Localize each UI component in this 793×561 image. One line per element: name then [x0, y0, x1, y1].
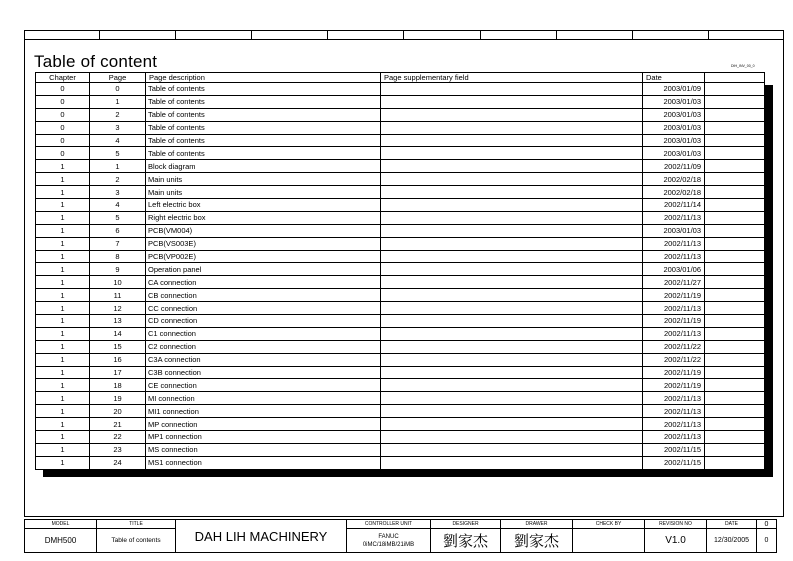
row-description: C3B connection: [146, 366, 381, 379]
header-page: Page: [90, 73, 146, 83]
row-page: 0: [90, 83, 146, 96]
row-date: 2002/11/27: [643, 276, 705, 289]
row-supplementary: [381, 353, 643, 366]
row-extra: [705, 315, 765, 328]
row-page: 6: [90, 224, 146, 237]
row-supplementary: [381, 289, 643, 302]
row-description: MI1 connection: [146, 405, 381, 418]
controller-label: CONTROLLER UNIT: [347, 520, 431, 529]
row-chapter: 1: [36, 263, 90, 276]
table-row: [36, 121, 765, 134]
row-date: 2002/02/18: [643, 173, 705, 186]
table-row: [36, 147, 765, 160]
row-extra: [705, 302, 765, 315]
row-extra: [705, 418, 765, 431]
row-page: 16: [90, 353, 146, 366]
row-page: 1: [90, 95, 146, 108]
row-description: MS connection: [146, 443, 381, 456]
table-row: [36, 379, 765, 392]
row-date: 2002/02/18: [643, 186, 705, 199]
row-extra: [705, 186, 765, 199]
row-description: Table of contents: [146, 121, 381, 134]
table-row: [36, 186, 765, 199]
table-row: [36, 224, 765, 237]
drawer-signature: 劉家杰: [501, 529, 573, 553]
row-page: 15: [90, 340, 146, 353]
row-date: 2002/11/13: [643, 431, 705, 444]
row-chapter: 1: [36, 327, 90, 340]
row-supplementary: [381, 431, 643, 444]
row-description: Main units: [146, 186, 381, 199]
header-date: Date: [643, 73, 705, 83]
controller-line-2: 0iMC/18iMB/21iMB: [362, 541, 415, 548]
row-date: 2002/11/19: [643, 379, 705, 392]
row-page: 4: [90, 199, 146, 212]
document-code: DIH_INV_00_0: [731, 64, 755, 68]
row-chapter: 0: [36, 121, 90, 134]
row-page: 1: [90, 160, 146, 173]
row-description: MI connection: [146, 392, 381, 405]
row-description: Main units: [146, 173, 381, 186]
row-page: 3: [90, 186, 146, 199]
row-extra: [705, 392, 765, 405]
row-description: PCB(VM004): [146, 224, 381, 237]
row-extra: [705, 147, 765, 160]
row-extra: [705, 263, 765, 276]
row-extra: [705, 405, 765, 418]
row-page: 17: [90, 366, 146, 379]
row-date: 2002/11/15: [643, 456, 705, 469]
row-date: 2002/11/13: [643, 302, 705, 315]
row-supplementary: [381, 366, 643, 379]
row-supplementary: [381, 95, 643, 108]
row-date: 2003/01/03: [643, 108, 705, 121]
row-description: CD connection: [146, 315, 381, 328]
table-row: [36, 250, 765, 263]
row-date: 2002/11/19: [643, 366, 705, 379]
row-date: 2002/11/19: [643, 315, 705, 328]
row-chapter: 1: [36, 160, 90, 173]
model-label: MODEL: [25, 520, 97, 529]
row-date: 2002/11/19: [643, 289, 705, 302]
row-chapter: 0: [36, 83, 90, 96]
row-chapter: 0: [36, 95, 90, 108]
row-extra: [705, 237, 765, 250]
row-supplementary: [381, 250, 643, 263]
row-date: 2003/01/03: [643, 121, 705, 134]
row-chapter: 1: [36, 315, 90, 328]
table-row: [36, 199, 765, 212]
row-date: 2002/11/09: [643, 160, 705, 173]
toc-body: [36, 83, 765, 470]
title-value: Table of contents: [97, 529, 176, 553]
title-block: [24, 519, 777, 553]
row-chapter: 1: [36, 186, 90, 199]
date-value: 12/30/2005: [707, 529, 757, 553]
table-row: [36, 134, 765, 147]
row-page: 7: [90, 237, 146, 250]
row-chapter: 1: [36, 276, 90, 289]
table-row: [36, 443, 765, 456]
row-extra: [705, 83, 765, 96]
row-extra: [705, 199, 765, 212]
row-date: 2003/01/03: [643, 147, 705, 160]
check-by-label: CHECK BY: [573, 520, 645, 529]
row-page: 13: [90, 315, 146, 328]
row-description: C3A connection: [146, 353, 381, 366]
row-supplementary: [381, 405, 643, 418]
row-supplementary: [381, 83, 643, 96]
row-description: C1 connection: [146, 327, 381, 340]
model-value: DMH500: [25, 529, 97, 553]
row-page: 22: [90, 431, 146, 444]
row-date: 2002/11/14: [643, 199, 705, 212]
row-chapter: 1: [36, 418, 90, 431]
row-description: MP1 connection: [146, 431, 381, 444]
header-supplementary: Page supplementary field: [381, 73, 643, 83]
row-supplementary: [381, 211, 643, 224]
row-supplementary: [381, 224, 643, 237]
table-row: [36, 456, 765, 469]
row-supplementary: [381, 121, 643, 134]
row-supplementary: [381, 379, 643, 392]
row-chapter: 1: [36, 224, 90, 237]
check-by-value: [573, 529, 645, 553]
row-date: 2003/01/03: [643, 224, 705, 237]
row-page: 2: [90, 108, 146, 121]
row-description: CA connection: [146, 276, 381, 289]
table-row: [36, 340, 765, 353]
row-chapter: 1: [36, 379, 90, 392]
frame-top-zone-strip: [24, 30, 784, 40]
row-extra: [705, 95, 765, 108]
row-page: 12: [90, 302, 146, 315]
row-page: 23: [90, 443, 146, 456]
table-row: [36, 108, 765, 121]
row-supplementary: [381, 456, 643, 469]
row-description: CB connection: [146, 289, 381, 302]
revision-label: REVISION NO: [645, 520, 707, 529]
row-page: 11: [90, 289, 146, 302]
row-date: 2003/01/09: [643, 83, 705, 96]
drawer-label: DRAWER: [501, 520, 573, 529]
row-supplementary: [381, 418, 643, 431]
row-extra: [705, 353, 765, 366]
row-extra: [705, 211, 765, 224]
designer-signature: 劉家杰: [431, 529, 501, 553]
row-supplementary: [381, 302, 643, 315]
row-description: PCB(VP002E): [146, 250, 381, 263]
row-chapter: 1: [36, 211, 90, 224]
designer-label: DESIGNER: [431, 520, 501, 529]
row-chapter: 1: [36, 340, 90, 353]
row-supplementary: [381, 327, 643, 340]
row-chapter: 1: [36, 199, 90, 212]
row-supplementary: [381, 147, 643, 160]
row-description: Block diagram: [146, 160, 381, 173]
table-row: [36, 83, 765, 96]
row-supplementary: [381, 186, 643, 199]
row-supplementary: [381, 199, 643, 212]
row-chapter: 1: [36, 405, 90, 418]
row-chapter: 1: [36, 237, 90, 250]
row-extra: [705, 443, 765, 456]
row-supplementary: [381, 108, 643, 121]
row-chapter: 0: [36, 108, 90, 121]
row-extra: [705, 366, 765, 379]
header-chapter: Chapter: [36, 73, 90, 83]
table-row: [36, 211, 765, 224]
row-date: 2003/01/06: [643, 263, 705, 276]
row-chapter: 1: [36, 250, 90, 263]
row-chapter: 1: [36, 456, 90, 469]
controller-value: [347, 529, 431, 553]
row-supplementary: [381, 443, 643, 456]
row-page: 5: [90, 147, 146, 160]
row-extra: [705, 224, 765, 237]
row-chapter: 1: [36, 302, 90, 315]
row-extra: [705, 250, 765, 263]
row-chapter: 1: [36, 173, 90, 186]
row-date: 2003/01/03: [643, 95, 705, 108]
table-row: [36, 418, 765, 431]
table-row: [36, 431, 765, 444]
row-chapter: 1: [36, 366, 90, 379]
row-date: 2002/11/13: [643, 250, 705, 263]
table-row: [36, 353, 765, 366]
table-row: [36, 160, 765, 173]
row-description: MS1 connection: [146, 456, 381, 469]
row-page: 14: [90, 327, 146, 340]
row-chapter: 1: [36, 431, 90, 444]
row-description: PCB(VS003E): [146, 237, 381, 250]
row-chapter: 1: [36, 443, 90, 456]
row-date: 2002/11/13: [643, 405, 705, 418]
row-date: 2002/11/13: [643, 211, 705, 224]
row-chapter: 0: [36, 147, 90, 160]
row-description: Left electric box: [146, 199, 381, 212]
row-date: 2002/11/13: [643, 392, 705, 405]
row-date: 2002/11/22: [643, 340, 705, 353]
row-page: 4: [90, 134, 146, 147]
row-description: Table of contents: [146, 95, 381, 108]
row-supplementary: [381, 340, 643, 353]
row-description: Table of contents: [146, 83, 381, 96]
row-date: 2002/11/22: [643, 353, 705, 366]
row-page: 3: [90, 121, 146, 134]
controller-line-1: FANUC: [378, 533, 399, 540]
toc-table: [35, 72, 765, 470]
row-description: MP connection: [146, 418, 381, 431]
row-chapter: 1: [36, 289, 90, 302]
row-supplementary: [381, 134, 643, 147]
row-chapter: 0: [36, 134, 90, 147]
row-supplementary: [381, 160, 643, 173]
row-description: Table of contents: [146, 147, 381, 160]
row-description: CE connection: [146, 379, 381, 392]
header-description: Page description: [146, 73, 381, 83]
table-row: [36, 173, 765, 186]
row-description: Right electric box: [146, 211, 381, 224]
row-page: 19: [90, 392, 146, 405]
row-page: 18: [90, 379, 146, 392]
row-extra: [705, 327, 765, 340]
row-chapter: 1: [36, 392, 90, 405]
row-supplementary: [381, 173, 643, 186]
row-date: 2002/11/13: [643, 237, 705, 250]
row-description: C2 connection: [146, 340, 381, 353]
row-page: 20: [90, 405, 146, 418]
row-date: 2003/01/03: [643, 134, 705, 147]
table-row: [36, 302, 765, 315]
table-row: [36, 237, 765, 250]
row-page: 10: [90, 276, 146, 289]
row-supplementary: [381, 276, 643, 289]
row-extra: [705, 379, 765, 392]
row-chapter: 1: [36, 353, 90, 366]
table-row: [36, 315, 765, 328]
table-row: [36, 289, 765, 302]
page-title: Table of content: [34, 52, 158, 71]
toc-header-row: [36, 73, 765, 83]
row-extra: [705, 340, 765, 353]
row-page: 2: [90, 173, 146, 186]
row-extra: [705, 134, 765, 147]
row-description: Operation panel: [146, 263, 381, 276]
row-extra: [705, 173, 765, 186]
title-label: TITLE: [97, 520, 176, 529]
table-row: [36, 405, 765, 418]
header-extra: [705, 73, 765, 83]
table-row: [36, 95, 765, 108]
table-row: [36, 276, 765, 289]
table-row: [36, 263, 765, 276]
row-extra: [705, 121, 765, 134]
row-page: 24: [90, 456, 146, 469]
row-page: 5: [90, 211, 146, 224]
row-supplementary: [381, 392, 643, 405]
row-page: 9: [90, 263, 146, 276]
row-date: 2002/11/15: [643, 443, 705, 456]
table-row: [36, 366, 765, 379]
row-supplementary: [381, 315, 643, 328]
row-page: 21: [90, 418, 146, 431]
row-description: CC connection: [146, 302, 381, 315]
row-extra: [705, 276, 765, 289]
date-label: DATE: [707, 520, 757, 529]
side-cell-bottom: 0: [757, 529, 777, 553]
table-row: [36, 392, 765, 405]
row-extra: [705, 456, 765, 469]
row-description: Table of contents: [146, 108, 381, 121]
row-extra: [705, 108, 765, 121]
row-date: 2002/11/13: [643, 327, 705, 340]
company-name: DAH LIH MACHINERY: [176, 520, 347, 553]
row-date: 2002/11/13: [643, 418, 705, 431]
row-supplementary: [381, 237, 643, 250]
row-extra: [705, 431, 765, 444]
revision-value: V1.0: [645, 529, 707, 553]
row-page: 8: [90, 250, 146, 263]
row-supplementary: [381, 263, 643, 276]
row-description: Table of contents: [146, 134, 381, 147]
row-extra: [705, 289, 765, 302]
side-cell-top: 0: [757, 520, 777, 529]
table-row: [36, 327, 765, 340]
row-extra: [705, 160, 765, 173]
